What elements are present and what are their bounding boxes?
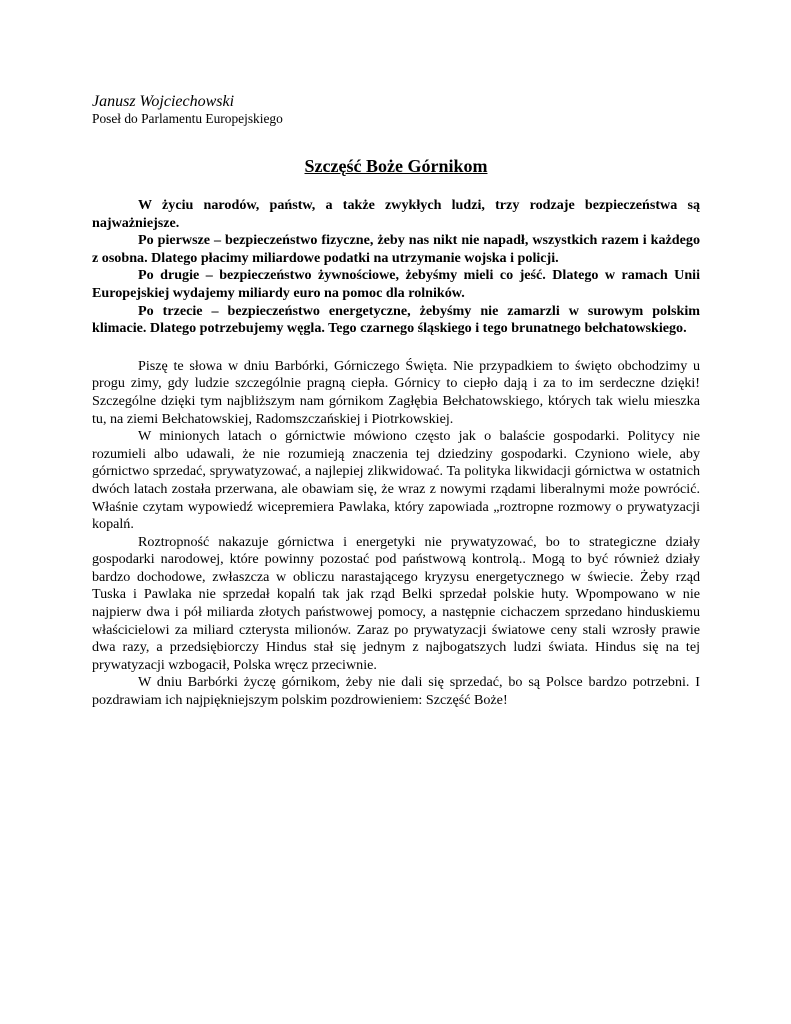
intro-section — [92, 197, 700, 338]
document-page — [92, 93, 700, 710]
body-paragraph: W minionych latach o górnictwie mówiono często jak o balaście gospodarki. Politycy nie rozumieli albo udawali, że nie rozumieją znaczenia tej dziedziny gospodarki. Czyniono wiele, aby górnictwo sprzedać, sprywatyzować, a najlepiej zlikwidować. Ta polityka likwidacji górnictwa w ostatnich dwóch latach została przerwana, ale obawiam się, że wraz z nowymi rządami liberalnymi może powrócić. Właśnie czytam wypowiedź wicepremiera Pawlaka, który zapowiada „roztropne rozmowy o prywatyzacji kopalń. — [92, 428, 700, 533]
author-name: Janusz Wojciechowski — [92, 93, 235, 110]
intro-paragraph: Po pierwsze – bezpieczeństwo fizyczne, żeby nas nikt nie napadł, wszystkich razem i każdego z osobna. Dlatego płacimy miliardowe podatki na utrzymanie wojska i policji. — [92, 232, 700, 266]
intro-paragraph: Po trzecie – bezpieczeństwo energetyczne, żebyśmy nie zamarzli w surowym polskim klimacie. Dlatego potrzebujemy węgla. Tego czarnego śląskiego i tego brunatnego bełchatowskiego. — [92, 302, 700, 337]
body-section — [92, 358, 700, 710]
body-paragraph: W dniu Barbórki życzę górnikom, żeby nie dali się sprzedać, bo są Polsce bardzo potrzebni. I pozdrawiam ich najpiękniejszym polskim pozdrowieniem: Szczęść Boże! — [92, 674, 700, 709]
body-paragraph: Piszę te słowa w dniu Barbórki, Górniczego Święta. Nie przypadkiem to święto obchodzimy u progu zimy, gdy ludzie szczególnie pragną ciepła. Górnicy to ciepło dają i za to im serdeczne dzięki! Szczególne dzięki tym najbliższym nam górnikom Zagłębia Bełchatowskiego, których tak wielu mieszka tu, na ziemi Bełchatowskiej, Radomszczańskiej i Piotrkowskiej. — [92, 357, 700, 427]
intro-paragraph: Po drugie – bezpieczeństwo żywnościowe, żebyśmy mieli co jeść. Dlatego w ramach Unii Europejskiej wydajemy miliardy euro na pomoc dla rolników. — [92, 267, 700, 301]
intro-paragraph: W życiu narodów, państw, a także zwykłych ludzi, trzy rodzaje bezpieczeństwa są najważniejsze. — [92, 197, 700, 231]
body-paragraph: Roztropność nakazuje górnictwa i energetyki nie prywatyzować, bo to strategiczne działy gospodarki narodowej, które powinny pozostać pod państwową kontrolą.. Mogą to być również działy bardzo dochodowe, zwłaszcza w obliczu narastającego kryzysu energetycznego w świecie. Żeby rząd Tuska i Pawlaka nie sprzedał kopalń tak jak rząd Belki sprzedał polskie huty. Wpompowano w nie najpierw dwa i pół miliarda złotych państwowej pomocy, a następnie cichaczem sprzedano hinduskiemu właścicielowi za miliard czterysta milionów. Zaraz po prywatyzacji światowe ceny stali wzrosły prawie dwa razy, a przedsiębiorczy Hindus stał się jednym z najbogatszych ludzi świata. Hindus się na tej prywatyzacji wzbogacił, Polska wręcz przeciwnie. — [92, 533, 700, 673]
document-title: Szczęść Boże Górnikom — [304, 156, 488, 176]
author-role: Poseł do Parlamentu Europejskiego — [92, 111, 283, 126]
